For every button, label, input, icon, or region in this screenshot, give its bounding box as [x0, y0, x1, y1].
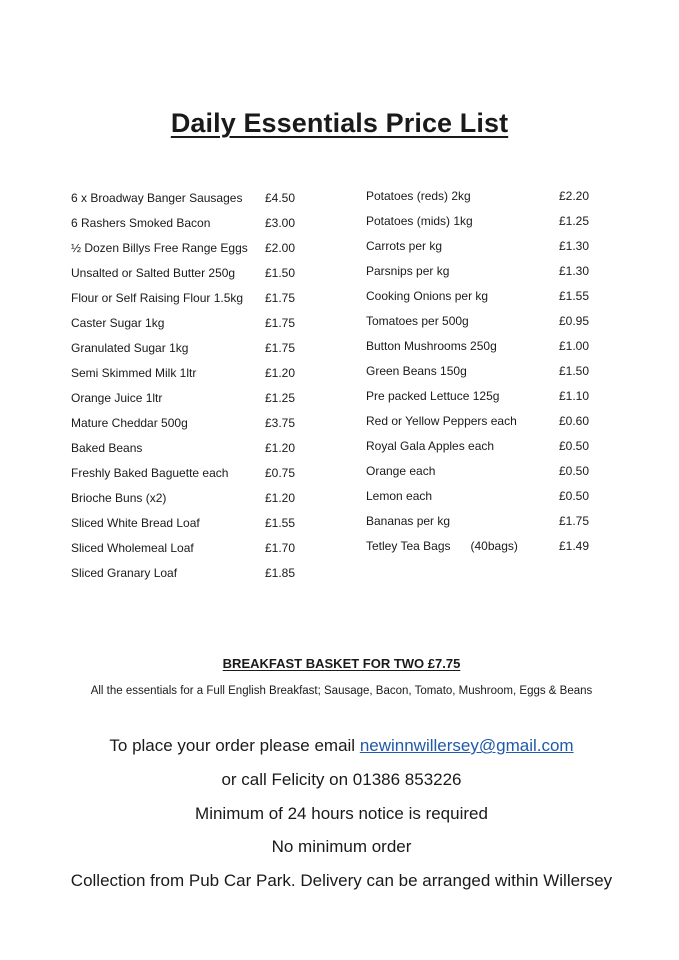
email-link[interactable]: newinnwillersey@gmail.com [359, 736, 574, 755]
item-name: 6 Rashers Smoked Bacon [71, 216, 211, 230]
price-list-item [71, 238, 301, 258]
price-list-item [366, 411, 596, 431]
price-list-item [71, 288, 301, 308]
item-price: £1.55 [559, 289, 590, 303]
price-list-item [366, 286, 596, 306]
collection-line: Collection from Pub Car Park. Delivery can be arranged within Willersey [70, 871, 613, 890]
item-name: Green Beans 150g [366, 364, 467, 378]
notice-line: Minimum of 24 hours notice is required [195, 804, 488, 823]
item-price: £2.00 [265, 241, 296, 255]
price-list-item [366, 486, 596, 506]
item-price: £2.20 [559, 189, 590, 203]
price-list-item [71, 388, 301, 408]
price-list-item [366, 536, 596, 556]
item-name: Semi Skimmed Milk 1ltr [71, 366, 197, 380]
item-price: £1.30 [559, 264, 590, 278]
item-price: £0.60 [559, 414, 590, 428]
item-name: Sliced Granary Loaf [71, 566, 178, 580]
item-price: £0.50 [559, 489, 590, 503]
item-name: Granulated Sugar 1kg [71, 341, 189, 355]
item-name: Button Mushrooms 250g [366, 339, 497, 353]
price-list-item [71, 263, 301, 283]
item-price: £0.50 [559, 464, 590, 478]
page-title: Daily Essentials Price List [170, 108, 509, 138]
item-price: £1.20 [265, 491, 296, 505]
price-list-item [71, 413, 301, 433]
item-price: £1.50 [559, 364, 590, 378]
price-list-item [71, 438, 301, 458]
price-list-item [366, 386, 596, 406]
item-price: £1.75 [559, 514, 590, 528]
price-list-item [366, 461, 596, 481]
price-list-item [366, 211, 596, 231]
item-name: Parsnips per kg [366, 264, 450, 278]
price-list-item [71, 513, 301, 533]
item-price: £1.49 [559, 539, 590, 553]
price-list-item [366, 311, 596, 331]
price-list-item [71, 538, 301, 558]
item-price: £3.00 [265, 216, 296, 230]
item-name: Sliced Wholemeal Loaf [71, 541, 194, 555]
price-list-item [71, 463, 301, 483]
price-list-item [71, 338, 301, 358]
item-name: Unsalted or Salted Butter 250g [71, 266, 236, 280]
item-name: Freshly Baked Baguette each [71, 466, 229, 480]
item-name: Mature Cheddar 500g [71, 416, 188, 430]
item-price: £1.75 [265, 316, 296, 330]
order-email-prefix: To place your order please email [109, 736, 360, 755]
item-name: Cooking Onions per kg [366, 289, 489, 303]
price-list-item [71, 188, 301, 208]
item-price: £1.00 [559, 339, 590, 353]
item-price: £4.50 [265, 191, 296, 205]
item-price: £1.50 [265, 266, 296, 280]
item-price: £3.75 [265, 416, 296, 430]
price-list-item [366, 436, 596, 456]
item-name: Lemon each [366, 489, 433, 503]
price-list-item [71, 488, 301, 508]
item-price: £1.75 [265, 291, 296, 305]
item-name: Brioche Buns (x2) [71, 491, 167, 505]
item-price: £1.55 [265, 516, 296, 530]
item-name: Potatoes (reds) 2kg [366, 189, 471, 203]
item-name: Sliced White Bread Loaf [71, 516, 200, 530]
item-name: Baked Beans [71, 441, 143, 455]
item-name: 6 x Broadway Banger Sausages [71, 191, 243, 205]
price-list-item [71, 213, 301, 233]
item-price: £1.30 [559, 239, 590, 253]
item-price: £1.10 [559, 389, 590, 403]
breakfast-basket-heading: BREAKFAST BASKET FOR TWO £7.75 [222, 656, 461, 671]
item-name: Royal Gala Apples each [366, 439, 495, 453]
item-price: £1.70 [265, 541, 296, 555]
item-price: £1.85 [265, 566, 296, 580]
item-name: Red or Yellow Peppers each [366, 414, 517, 428]
price-list-item [71, 563, 301, 583]
price-list-item [71, 363, 301, 383]
item-name: Potatoes (mids) 1kg [366, 214, 473, 228]
item-name: Orange each [366, 464, 436, 478]
price-list-item [366, 336, 596, 356]
item-name: Carrots per kg [366, 239, 443, 253]
price-list-item [366, 261, 596, 281]
item-name: Tomatoes per 500g [366, 314, 469, 328]
phone-line: or call Felicity on 01386 853226 [221, 770, 462, 789]
price-list-item [366, 361, 596, 381]
item-name: Orange Juice 1ltr [71, 391, 163, 405]
item-name: ½ Dozen Billys Free Range Eggs [71, 241, 248, 255]
item-price: £0.95 [559, 314, 590, 328]
item-name: Caster Sugar 1kg [71, 316, 165, 330]
item-price: £1.20 [265, 441, 296, 455]
item-price: £1.25 [265, 391, 296, 405]
order-email-line [0, 736, 679, 756]
price-list-item [71, 313, 301, 333]
price-list-item [366, 236, 596, 256]
item-price: £1.25 [559, 214, 590, 228]
item-price: £1.75 [265, 341, 296, 355]
item-price: £1.20 [265, 366, 296, 380]
breakfast-basket-description: All the essentials for a Full English Breakfast; Sausage, Bacon, Tomato, Mushroom, Eggs & Beans [90, 685, 593, 697]
item-price: £0.75 [265, 466, 296, 480]
item-name: Tetley Tea Bags (40bags) [366, 539, 518, 553]
item-name: Pre packed Lettuce 125g [366, 389, 500, 403]
item-name: Bananas per kg [366, 514, 451, 528]
item-name: Flour or Self Raising Flour 1.5kg [71, 291, 244, 305]
price-list-item [366, 511, 596, 531]
item-price: £0.50 [559, 439, 590, 453]
price-list-item [366, 186, 596, 206]
minimum-order-line: No minimum order [271, 837, 412, 856]
